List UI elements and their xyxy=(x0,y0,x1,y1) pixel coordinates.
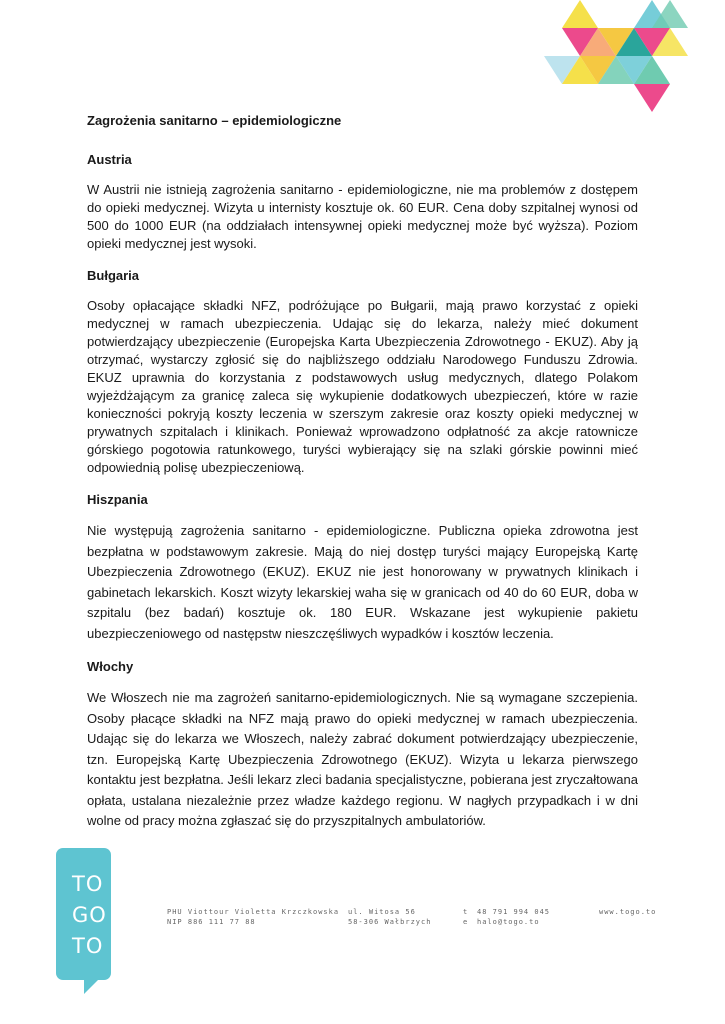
logo-word-3: TO xyxy=(72,934,104,958)
footer-address xyxy=(348,907,431,927)
footer-company xyxy=(167,907,339,927)
section-heading-bulgaria: Bułgaria xyxy=(87,268,140,283)
section-heading-spain: Hiszpania xyxy=(87,492,148,507)
logo-word-2: GO xyxy=(72,903,107,927)
section-text-spain: Nie występują zagrożenia sanitarno - epidemiologiczne. Publiczna opieka zdrowotna jest bezpłatna w podstawowym zakresie. Mają do niej dostęp turyści mający Europejską Kartę Ubezpieczenia Zdrowotnego (EKUZ). EKUZ nie jest honorowany w prywatnych klinikach i gabinetach lekarskich. Koszt wizyty lekarskiej waha się w granicach od 40 do 60 EUR, doba w szpitalu (bez badań) kosztuje ok. 180 EUR. Wskazane jest wykupienie pakietu ubezpieczeniowego od następstw nieszczęśliwych wypadków i kosztów leczenia. xyxy=(87,523,638,641)
footer-website-link[interactable]: www.togo.to xyxy=(599,908,657,916)
logo-word-1: TO xyxy=(72,872,104,896)
footer-company-name: PHU Viottour Violetta Krzczkowska xyxy=(167,908,340,916)
footer-contact xyxy=(463,907,550,927)
section-text-austria: W Austrii nie istnieją zagrożenia sanitarno - epidemiologiczne, nie ma problemów z dostępem do opieki medycznej. Wizyta u internisty kosztuje ok. 60 EUR. Cena doby szpitalnej wynosi od 500 do 1000 EUR (na oddziałach intensywnej opieki medycznej może być wyższa). Poziom opieki medycznej jest wysoki. xyxy=(87,182,638,251)
footer-city: 58-306 Wałbrzych xyxy=(348,918,432,926)
footer-website xyxy=(599,907,656,917)
footer-phone: 48 791 994 045 xyxy=(477,908,551,916)
section-text-italy: We Włoszech nie ma zagrożeń sanitarno-epidemiologicznych. Nie są wymagane szczepienia. Osoby płacące składki na NFZ mają prawo do opieki medycznej w ramach ubezpieczenia. Udając się do lekarza we Włoszech, należy zabrać dokument potwierdzający ubezpieczenie, tzn. Europejską Kartę Ubezpieczenia Zdrowotnego (EKUZ). Wizyta u lekarza pierwszego kontaktu jest bezpłatna. Jeśli lekarz zleci badania specjalistyczne, pobierana jest zryczałtowana opłata, ustalana niezależnie przez władze każdego regionu. W nagłych przypadkach i w dni wolne od pracy można zgłaszać się do przyszpitalnych ambulatoriów. xyxy=(87,690,638,828)
footer-email-label: e xyxy=(463,918,469,926)
document-title: Zagrożenia sanitarno – epidemiologiczne xyxy=(87,113,342,128)
togoto-logo xyxy=(56,848,111,980)
section-heading-italy: Włochy xyxy=(87,659,134,674)
section-text-bulgaria: Osoby opłacające składki NFZ, podróżujące po Bułgarii, mają prawo korzystać z opieki medycznej w ramach ubezpieczenia. Udając się do lekarza, należy mieć dokument potwierdzający ubezpieczenie (Europejska Karta Ubezpieczenia Zdrowotnego - EKUZ). Aby ją otrzymać, wystarczy zgłosić się do najbliższego oddziału Narodowego Funduszu Zdrowia. EKUZ uprawnia do korzystania z podstawowych usług medycznych, dlatego Polakom wyjeżdżającym za granicę zaleca się wykupienie dodatkowych ubezpieczeń, które w razie konieczności pokryją koszty leczenia w szerszym zakresie oraz koszty opieki medycznej w prywatnych szpitalach i klinikach. Ponieważ wprowadzono odpłatność za akcje ratownicze górskiego pogotowia ratunkowego, turyści wybierający się na szlaki górskie powinni mieć odpowiednią polisę ubezpieczeniową. xyxy=(87,298,638,475)
footer-street: ul. Witosa 56 xyxy=(348,908,416,916)
footer-email-link[interactable]: halo@togo.to xyxy=(477,918,540,926)
document-body xyxy=(87,112,638,846)
footer-nip: NIP 886 111 77 88 xyxy=(167,918,256,926)
section-heading-austria: Austria xyxy=(87,152,132,167)
decorative-triangles-logo xyxy=(540,0,700,116)
footer-phone-label: t xyxy=(463,908,469,916)
